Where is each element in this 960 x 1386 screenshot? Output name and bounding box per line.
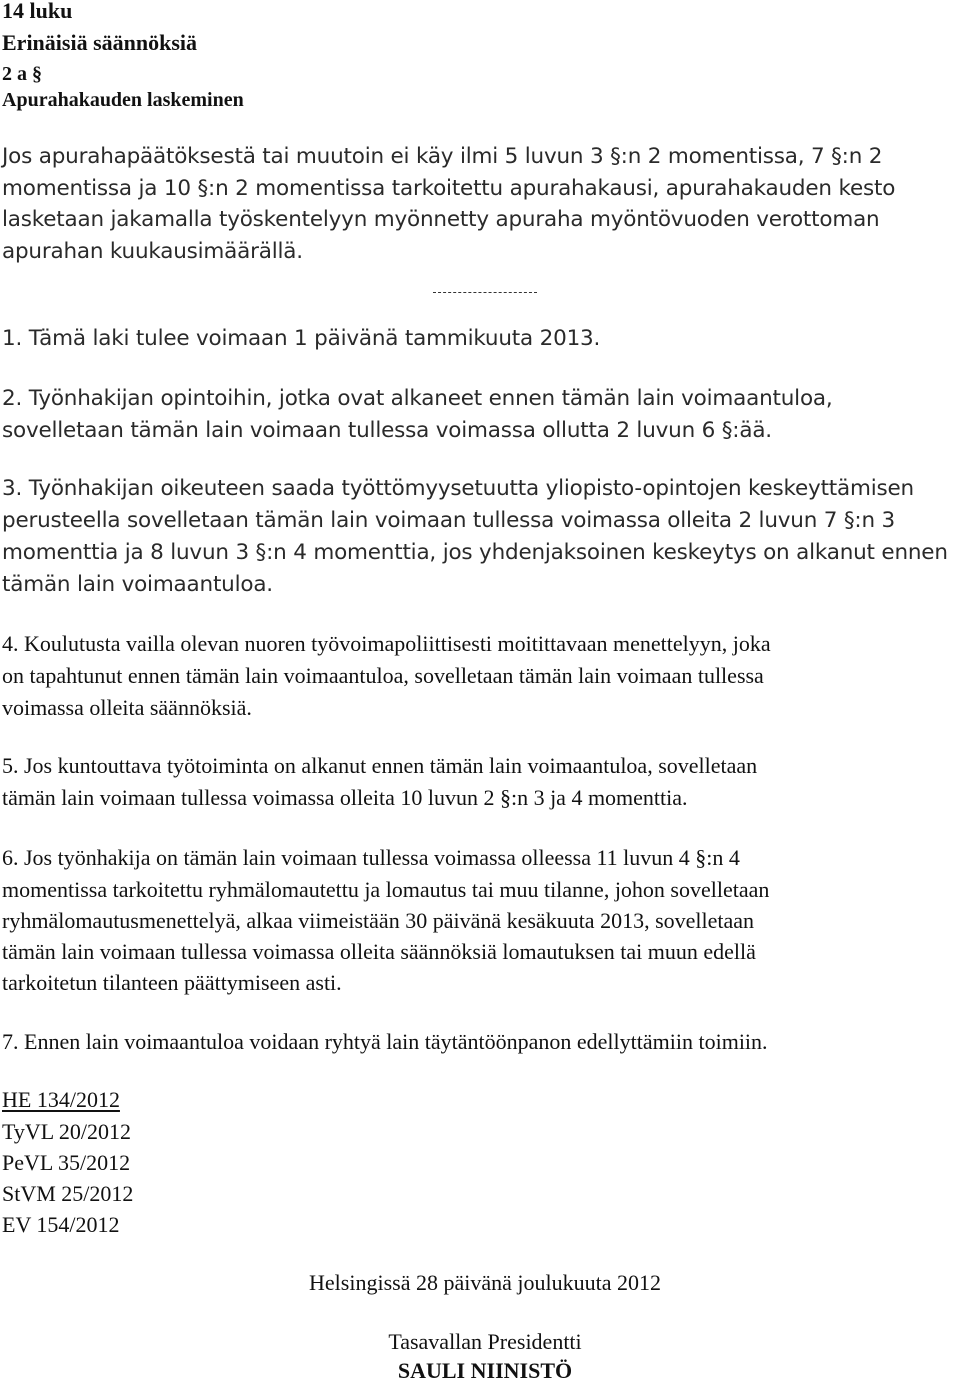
separator-line [433,292,537,293]
place-date: Helsingissä 28 päivänä joulukuuta 2012 [309,1270,661,1295]
signer-name: SAULI NIINISTÖ [397,1358,573,1383]
provision-line: 7. Ennen lain voimaantuloa voidaan ryhtyä lain täytäntöönpanon edellyttämiin toimiin. [2,1029,768,1054]
section-text-line: lasketaan jakamalla työskentelyyn myönnetty apuraha myöntövuoden verottoman [2,207,880,232]
section-text-line: apurahan kuukausimäärällä. [2,239,303,264]
provision-line: perusteella sovelletaan tämän lain voimaan tullessa voimassa olleita 2 luvun 7 §:n 3 [2,508,896,533]
section-text-line: momentissa ja 10 §:n 2 momentissa tarkoitettu apurahakausi, apurahakauden kesto [2,176,896,201]
reference-item: StVM 25/2012 [2,1181,134,1206]
section-text-line: Jos apurahapäätöksestä tai muutoin ei käy ilmi 5 luvun 3 §:n 2 momentissa, 7 §:n 2 [2,144,883,169]
provision-line: 2. Työnhakijan opintoihin, jotka ovat alkaneet ennen tämän lain voimaantuloa, [2,386,833,411]
chapter-title: Erinäisiä säännöksiä [2,30,198,55]
provision-line: 6. Jos työnhakija on tämän lain voimaan tullessa voimassa olleessa 11 luvun 4 §:n 4 [2,845,740,870]
provision-line: momentissa tarkoitettu ryhmälomautettu ja lomautus tai muu tilanne, johon sovelletaan [2,877,770,902]
provision-line: 4. Koulutusta vailla olevan nuoren työvoimapoliittisesti moitittavaan menettelyyn, joka [2,631,771,656]
provision-line: 1. Tämä laki tulee voimaan 1 päivänä tammikuuta 2013. [2,326,601,351]
section-title: Apurahakauden laskeminen [2,89,244,111]
provision-line: on tapahtunut ennen tämän lain voimaantuloa, sovelletaan tämän lain voimaan tullessa [2,663,764,688]
reference-item: PeVL 35/2012 [2,1150,131,1175]
provision-line: 5. Jos kuntouttava työtoiminta on alkanut ennen tämän lain voimaantuloa, sovelletaan [2,753,758,778]
provision-line: voimassa olleita säännöksiä. [2,695,252,720]
provision-line: 3. Työnhakijan oikeuteen saada työttömyysetuutta yliopisto-opintojen keskeyttämisen [2,476,914,501]
reference-link[interactable]: HE 134/2012 [2,1087,120,1112]
provision-line: sovelletaan tämän lain voimaan tullessa voimassa ollutta 2 luvun 6 §:ää. [2,418,772,443]
reference-item: TyVL 20/2012 [2,1119,132,1144]
provision-line: momenttia ja 8 luvun 3 §:n 4 momenttia, jos yhdenjaksoinen keskeytys on alkanut ennen [2,540,948,565]
provision-line: tämän lain voimaantuloa. [2,572,273,597]
provision-line: tämän lain voimaan tullessa voimassa olleita säännöksiä lomautuksen tai muun edellä [2,939,756,964]
signer-title: Tasavallan Presidentti [388,1329,582,1354]
reference-item: EV 154/2012 [2,1212,120,1237]
provision-line: tämän lain voimaan tullessa voimassa olleita 10 luvun 2 §:n 3 ja 4 momenttia. [2,785,688,810]
provision-line: tarkoitetun tilanteen päättymiseen asti. [2,970,342,995]
provision-line: ryhmälomautusmenettelyä, alkaa viimeistään 30 päivänä kesäkuuta 2013, sovelletaan [2,908,755,933]
chapter-number: 14 luku [2,0,73,23]
section-number: 2 a § [2,63,42,85]
